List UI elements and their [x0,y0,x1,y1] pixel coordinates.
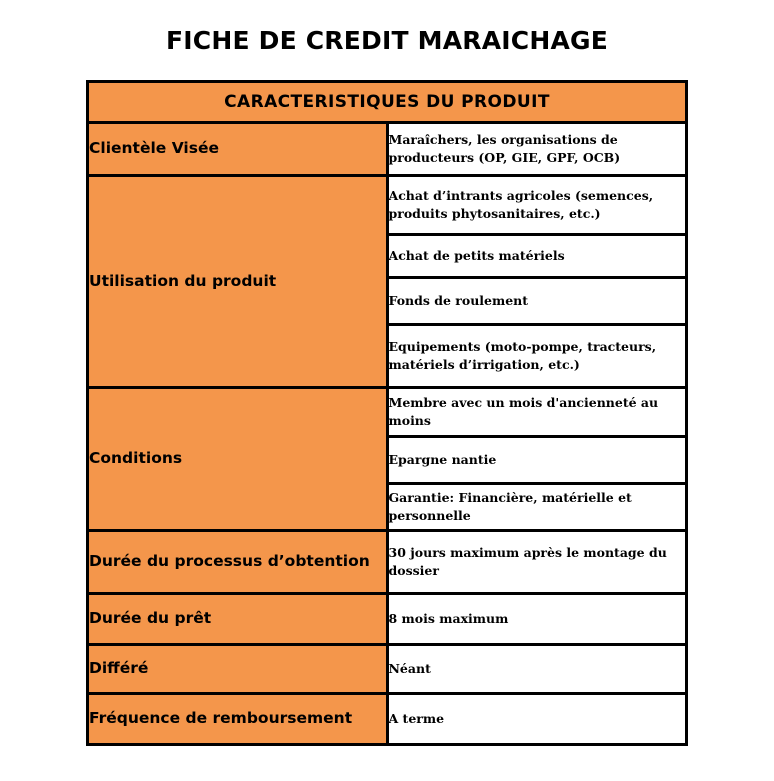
row-value-conditions-3: Garantie: Financière, matérielle et personnelle [387,484,687,531]
table-row [88,531,687,594]
page-title: FICHE DE CREDIT MARAICHAGE [166,26,608,55]
row-value-frequence-de-remboursement: A terme [387,694,687,745]
row-value-duree-du-processus-dobtention: 30 jours maximum après le montage du dossier [387,531,687,594]
row-value-utilisation-3: Fonds de roulement [387,278,687,325]
row-label-duree-du-processus-dobtention: Durée du processus d’obtention [88,531,388,594]
row-value-utilisation-4: Equipements (moto-pompe, tracteurs, matériels d’irrigation, etc.) [387,325,687,388]
row-value-duree-du-pret: 8 mois maximum [387,594,687,645]
row-value-conditions-2: Epargne nantie [387,437,687,484]
row-label-frequence-de-remboursement: Fréquence de remboursement [88,694,388,745]
row-label-utilisation-du-produit: Utilisation du produit [88,176,388,388]
table-row [88,645,687,694]
row-value-utilisation-1: Achat d’intrants agricoles (semences, produits phytosanitaires, etc.) [387,176,687,235]
row-label-clientele-visee: Clientèle Visée [88,123,388,176]
product-characteristics-table [86,80,688,746]
row-value-utilisation-2: Achat de petits matériels [387,235,687,278]
table-header-cell: CARACTERISTIQUES DU PRODUIT [88,82,687,123]
row-label-duree-du-pret: Durée du prêt [88,594,388,645]
row-value-clientele-visee: Maraîchers, les organisations de producteurs (OP, GIE, GPF, OCB) [387,123,687,176]
table-row [88,176,687,235]
row-label-differe: Différé [88,645,388,694]
row-label-conditions: Conditions [88,388,388,531]
table-header-row [88,82,687,123]
table-row [88,123,687,176]
row-value-differe: Néant [387,645,687,694]
product-characteristics-table-wrapper [86,80,688,746]
row-value-conditions-1: Membre avec un mois d'ancienneté au moins [387,388,687,437]
table-row [88,694,687,745]
table-row [88,388,687,437]
table-row [88,594,687,645]
